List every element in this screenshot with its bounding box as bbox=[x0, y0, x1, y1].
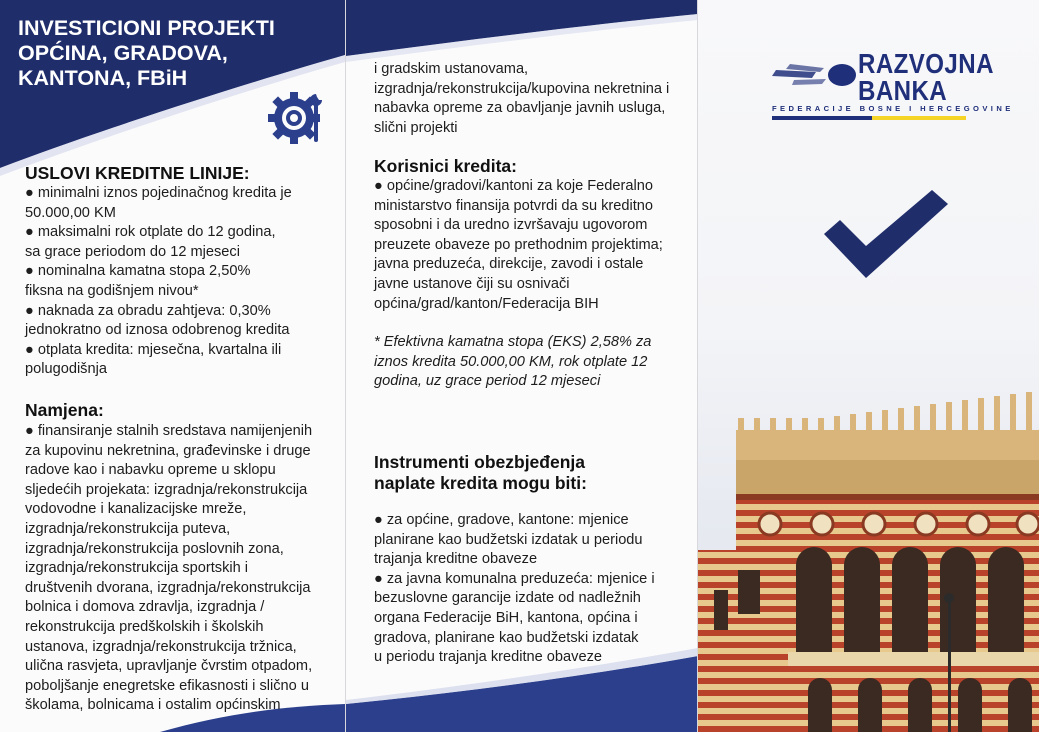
uslovi-line: jednokratno od iznosa odobrenog kredita bbox=[25, 322, 290, 339]
bank-logo-subtitle: FEDERACIJE BOSNE I HERCEGOVINE bbox=[772, 104, 1014, 113]
namjena-line: rekonstrukcija predškolskih i školskih bbox=[25, 618, 264, 635]
namjena-line: školama, bolnicama i ostalim općinskim bbox=[25, 697, 281, 714]
uslovi-line: polugodišnja bbox=[25, 361, 107, 378]
instrumenti-heading-line: Instrumenti obezbjeđenja bbox=[374, 452, 585, 472]
namjena-line: bolnica i domova zdravlja, izgradnja / bbox=[25, 599, 265, 616]
eks-line: godina, uz grace period 12 mjeseci bbox=[374, 373, 601, 390]
korisnici-line: sposobni i da uredno izvršavaju ugovorom bbox=[374, 217, 648, 234]
instrumenti-line: ● za javna komunalna preduzeća: mjenice i bbox=[374, 570, 655, 587]
namjena-line: izgradnja/rekonstrukcija sportskih i bbox=[25, 560, 249, 577]
instrumenti-heading bbox=[374, 452, 674, 494]
korisnici-line: ministarstvo finansija potvrdi da su kreditno bbox=[374, 197, 654, 214]
uslovi-heading: USLOVI KREDITNE LINIJE: bbox=[25, 163, 250, 183]
namjena-line: izgradnja/rekonstrukcija puteva, bbox=[25, 520, 231, 537]
checkmark-icon bbox=[822, 188, 952, 284]
namjena-heading: Namjena: bbox=[25, 400, 104, 420]
namjena-line: ● finansiranje stalnih sredstava namijenjenih bbox=[25, 423, 313, 439]
title-line: KANTONA, FBiH bbox=[18, 66, 188, 90]
uslovi-line: sa grace periodom do 12 mjeseci bbox=[25, 243, 240, 260]
logo-underline-blue bbox=[772, 116, 872, 120]
eks-line: * Efektivna kamatna stopa (EKS) 2,58% za bbox=[374, 334, 652, 350]
namjena-line: sljedećih projekata: izgradnja/rekonstrukcija bbox=[25, 481, 308, 498]
uslovi-line: ● nominalna kamatna stopa 2,50% bbox=[25, 263, 251, 280]
uslovi-line: 50.000,00 KM bbox=[25, 204, 116, 221]
title-line: OPĆINA, GRADOVA, bbox=[18, 41, 228, 65]
instrumenti-heading-line: naplate kredita mogu biti: bbox=[374, 473, 587, 493]
korisnici-heading: Korisnici kredita: bbox=[374, 156, 517, 176]
namjena-line: izgradnja/rekonstrukcija poslovnih zona, bbox=[25, 540, 284, 557]
eks-line: iznos kredita 50.000,00 KM, rok otplate 12 bbox=[374, 353, 648, 370]
instrumenti-line: organa Federacije BiH, kantona, općina i bbox=[374, 609, 638, 626]
logo-line-2: BANKA bbox=[858, 75, 948, 106]
continuation-line: izgradnja/rekonstrukcija/kupovina nekretnina i bbox=[374, 80, 670, 97]
title-line: INVESTICIONI PROJEKTI bbox=[18, 16, 275, 40]
brochure-title bbox=[18, 16, 318, 91]
namjena-line: društvenih dvorana, izgradnja/rekonstrukcija bbox=[25, 579, 311, 596]
korisnici-line: javna preduzeća, direkcije, zavodi i ostale bbox=[374, 256, 644, 273]
namjena-line: vodovodne i kanalizacijske mreže, bbox=[25, 501, 247, 518]
uslovi-line: fiksna na godišnjem nivou* bbox=[25, 282, 199, 299]
instrumenti-line: planirane kao budžetski izdatak u periodu bbox=[374, 531, 643, 548]
korisnici-line: ● općine/gradovi/kantoni za koje Federalno bbox=[374, 178, 653, 194]
uslovi-line: ● minimalni iznos pojedinačnog kredita je bbox=[25, 185, 292, 201]
instrumenti-line: trajanja kreditne obaveze bbox=[374, 551, 538, 568]
header-band bbox=[346, 0, 698, 56]
namjena-continuation bbox=[374, 60, 692, 138]
instrumenti-line: bezuslovne garancije izdate od nadležnih bbox=[374, 590, 641, 607]
namjena-line: za kupovinu nekretnina, građevinske i druge bbox=[25, 442, 311, 459]
bank-logo-mark-icon bbox=[772, 60, 862, 90]
bank-logo-name bbox=[858, 50, 994, 104]
uslovi-line: ● maksimalni rok otplate do 12 godina, bbox=[25, 224, 276, 241]
instrumenti-list bbox=[374, 511, 692, 668]
namjena-line: radove kao i nabavku opreme u sklopu bbox=[25, 462, 276, 479]
instrumenti-line: u periodu trajanja kreditne obaveze bbox=[374, 649, 602, 666]
panel-left bbox=[0, 0, 345, 732]
namjena-line: ustanova, izgradnja/rekonstrukcija tržnica, bbox=[25, 638, 297, 655]
korisnici-line: preuzete obaveze po prethodnim projektima; bbox=[374, 236, 663, 253]
eks-note bbox=[374, 333, 674, 392]
logo-underline-yellow bbox=[872, 116, 966, 120]
continuation-line: slični projekti bbox=[374, 119, 458, 136]
korisnici-list bbox=[374, 177, 692, 314]
uslovi-line: ● otplata kredita: mjesečna, kvartalna ili bbox=[25, 341, 282, 358]
instrumenti-line: gradova, planirane kao budžetski izdatak bbox=[374, 629, 639, 646]
panel-middle bbox=[345, 0, 698, 732]
namjena-line: poboljšanje enegretske efikasnosti i slično u bbox=[25, 677, 309, 694]
continuation-line: nabavka opreme za obavljanje javnih usluga, bbox=[374, 100, 666, 117]
namjena-line: ulična rasvjeta, upravljanje čvrstim otpadom, bbox=[25, 658, 313, 675]
logo-line-1: RAZVOJNA bbox=[858, 48, 994, 79]
korisnici-line: općina/grad/kanton/Federacija BIH bbox=[374, 295, 599, 312]
continuation-line: i gradskim ustanovama, bbox=[374, 61, 529, 77]
namjena-list bbox=[25, 422, 337, 716]
uslovi-list bbox=[25, 184, 337, 380]
panel-right-cover bbox=[697, 0, 1039, 732]
korisnici-line: javne ustanove čiji su osnivači bbox=[374, 275, 570, 292]
uslovi-line: ● naknada za obradu zahtjeva: 0,30% bbox=[25, 302, 271, 319]
city-hall-building-illustration bbox=[698, 390, 1039, 732]
instrumenti-line: ● za općine, gradove, kantone: mjenice bbox=[374, 512, 629, 528]
gear-icon bbox=[266, 88, 326, 148]
